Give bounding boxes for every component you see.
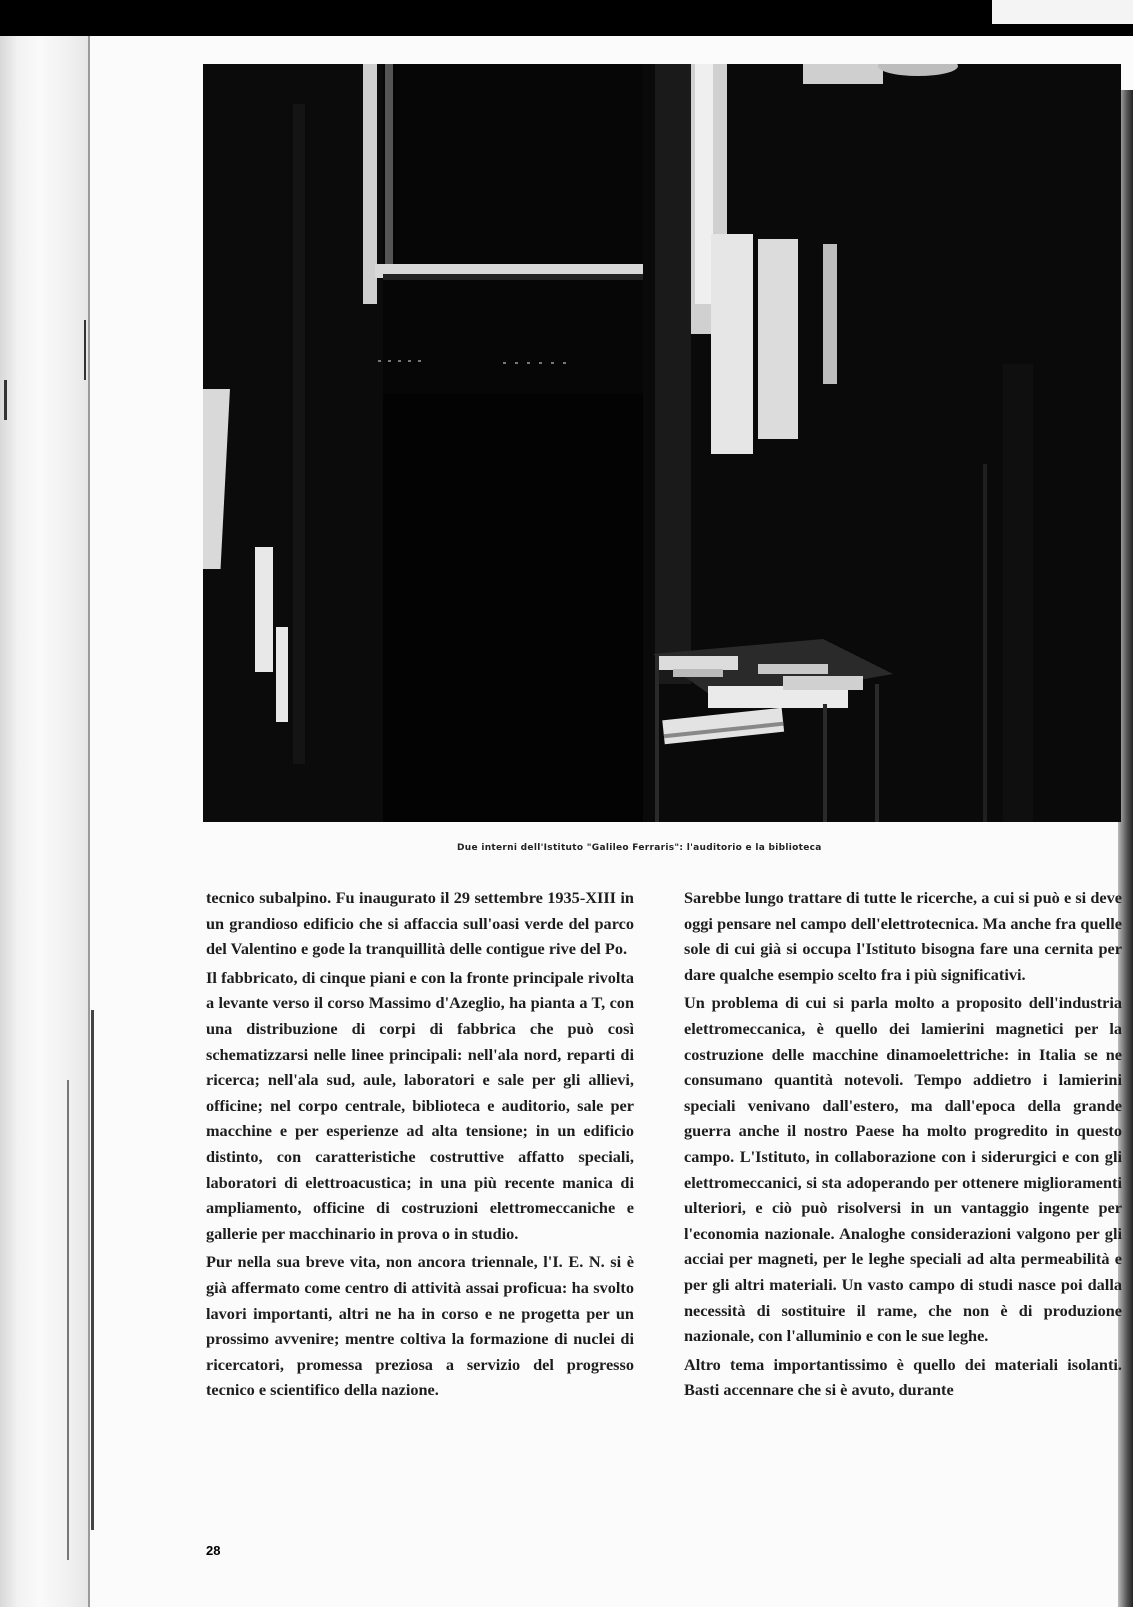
- paragraph: Sarebbe lungo trattare di tutte le ricerche, a cui si può e si deve oggi pensare nel campo dell'elettrotecnica. Ma anche fra quelle sole di cui già si occupa l'Istituto bisogna fare una cernita per dare qualche esempio scelto fra i più significativi.: [684, 888, 1122, 984]
- paragraph: Il fabbricato, di cinque piani e con la fronte principale rivolta a levante verso il corso Massimo d'Azeglio, ha pianta a T, con una distribuzione di corpi di fabbrica che può così schematizzarsi nelle linee principali: nell'ala nord, reparti di ricerca; nell'ala sud, aule, laboratori e sale per gli allievi, officine; nel corpo centrale, biblioteca e auditorio, sale per macchine e per esperienze ad alta tensione; in un edificio distinto, con caratteristiche costruttive affatto speciali, laboratori di elettroacustica; in una più recente manica di ampliamento, officine di costruzioni elettromeccaniche e gallerie per macchinario in prova o in studio.: [206, 967, 634, 1243]
- paragraph: Altro tema importantissimo è quello dei materiali isolanti. Basti accennare che si è avuto, durante: [684, 1354, 1122, 1400]
- edge-mark: [67, 1080, 69, 1560]
- photo-drawing: [203, 64, 1121, 822]
- paragraph: Un problema di cui si parla molto a proposito dell'industria elettromeccanica, è quello dei lamierini magnetici per la costruzione delle macchine dinamoelettriche: in Italia se ne consumano quantità notevoli. Tempo addietro i lamierini speciali venivano dall'estero, ma dall'epoca della grande guerra anche il nostro Paese ha molto progredito in questo campo. L'Istituto, in collaborazione con i siderurgici e con gli elettromeccanici, si sta adoperando per ottenere miglioramenti ulteriori, e ciò può risolversi in un vantaggio ingente per l'economia nazionale. Analoghe considerazioni valgono per gli acciai per magneti, per le leghe speciali ad alta permeabilità e per gli altri materiali. Un vasto campo di studi nasce poi dalla necessità di sostituire il rame, che non è di produzione nazionale, con l'alluminio e con le sue leghe.: [684, 993, 1122, 1346]
- edge-mark: [4, 380, 7, 420]
- photo-caption: Due interni dell'Istituto "Galileo Ferraris": l'auditorio e la biblioteca: [457, 843, 822, 853]
- edge-mark: [91, 1010, 94, 1530]
- page-top-strip: [992, 0, 1133, 24]
- edge-mark: [84, 320, 86, 380]
- text-column-right: [684, 885, 1122, 1406]
- photo-interiors: [203, 64, 1121, 822]
- text-column-left: [206, 885, 634, 1406]
- paragraph: tecnico subalpino. Fu inaugurato il 29 settembre 1935-XIII in un grandioso edificio che si affaccia sull'oasi verde del parco del Valentino e gode la tranquillità delle contigue rive del Po.: [206, 888, 634, 959]
- page-number: 28: [206, 1543, 221, 1558]
- binding-edge: [0, 36, 88, 1607]
- binding-line: [88, 36, 90, 1607]
- paragraph: Pur nella sua breve vita, non ancora triennale, l'I. E. N. si è già affermato come centro di attività assai proficua: ha svolto lavori importanti, altri ne ha in corso e ne progetta per un prossimo avvenire; mentre coltiva la formazione di nuclei di ricercatori, promessa preziosa a servizio del progresso tecnico e scientifico della nazione.: [206, 1252, 634, 1400]
